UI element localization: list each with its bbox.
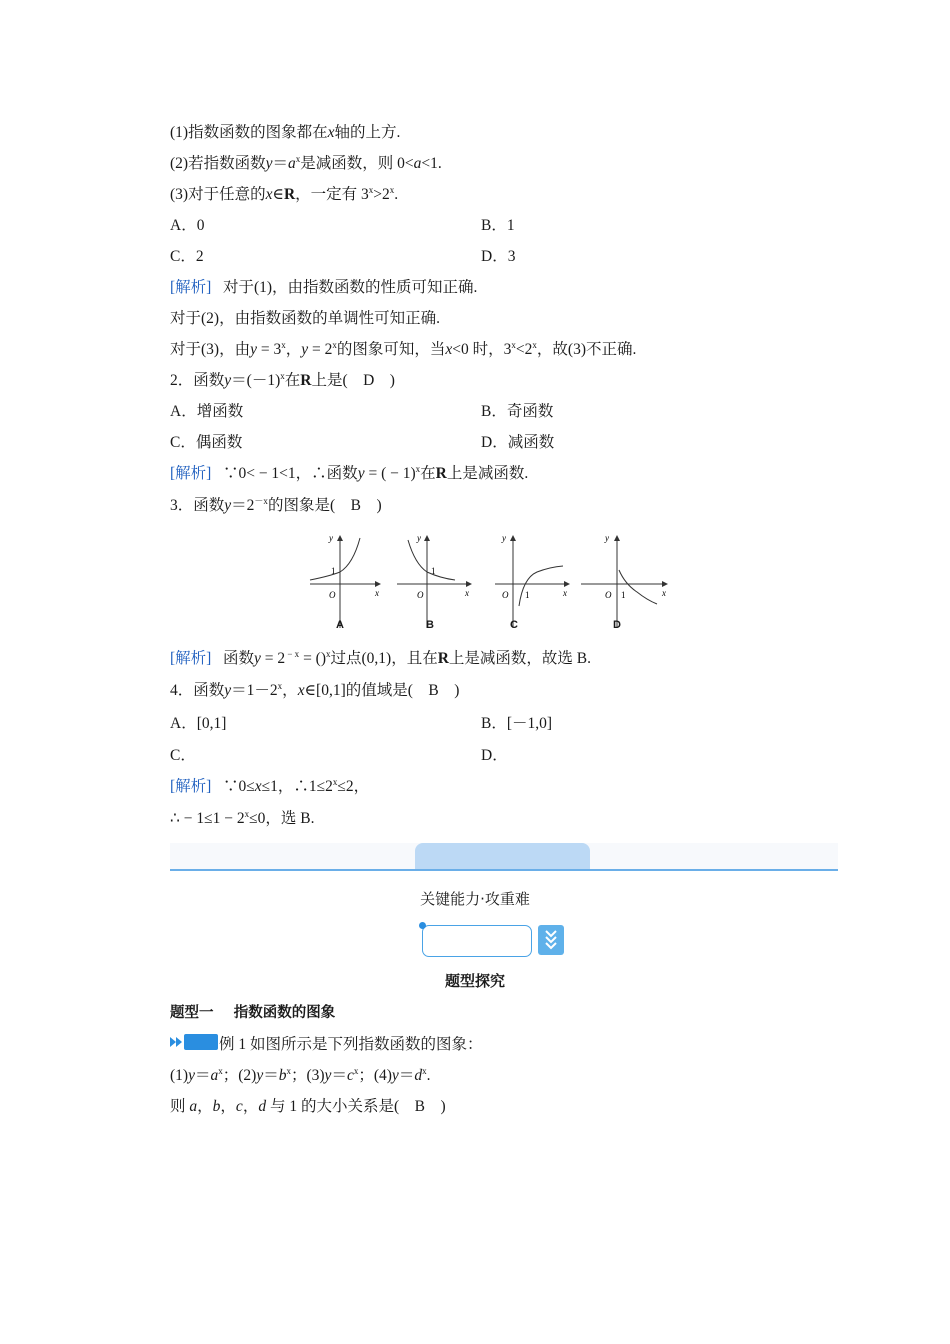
q2-analysis: [解析] ∵0< − 1<1，∴函数y = ( − 1)$^x$在R上是减函数. xyxy=(170,463,529,482)
svg-text:O: O xyxy=(605,590,612,600)
svg-text:1: 1 xyxy=(525,590,530,600)
section-title: 关键能力·攻重难 xyxy=(420,890,530,908)
svg-text:x: x xyxy=(375,588,379,598)
svg-text:O: O xyxy=(417,590,424,600)
section-divider xyxy=(170,869,838,871)
pill-dot xyxy=(419,922,426,929)
q1-option-b: B．1 xyxy=(481,217,515,234)
svg-text:x: x xyxy=(465,588,469,598)
analysis-tag: [解析] xyxy=(170,279,212,296)
svg-text:x: x xyxy=(563,588,567,598)
statement-3: (3)对于任意的x∈R，一定有 $3^x>2^x$. xyxy=(170,184,399,203)
q4-option-a: A．[0,1] xyxy=(170,715,227,732)
q4-stem: 4．函数$y=1-2^x$，x∈[0,1]的值域是( B ) xyxy=(170,680,460,699)
example-label: 例 1 如图所示是下列指数函数的图象： xyxy=(219,1036,483,1053)
svg-text:1: 1 xyxy=(331,566,336,576)
example-question: 则 a，b，c，d 与 1 的大小关系是( B ) xyxy=(170,1098,446,1115)
q4-option-d: D． xyxy=(481,747,508,764)
graph-a-label: A xyxy=(336,619,344,631)
svg-text:x: x xyxy=(662,588,666,598)
q4-analysis-2: ∴ − $1\le 1 - 2^x\le 0$，选 B. xyxy=(170,808,315,827)
q2-option-d: D．减函数 xyxy=(481,434,555,451)
q3-graph-options xyxy=(305,528,675,636)
q2-option-b: B．奇函数 xyxy=(481,403,554,420)
section-subtitle: 题型探究 xyxy=(444,974,505,990)
q1-option-d: D．3 xyxy=(481,248,516,265)
analysis-tag: [解析] xyxy=(170,465,212,482)
analysis-tag: [解析] xyxy=(170,778,212,795)
example-icon xyxy=(170,1034,218,1050)
statement-1: (1)指数函数的图象都在x轴的上方. xyxy=(170,124,401,141)
chevron-down-icon xyxy=(538,925,564,955)
q1-analysis-1: [解析] 对于(1)，由指数函数的性质可知正确. xyxy=(170,279,478,296)
svg-text:y: y xyxy=(605,533,609,543)
q1-option-a: A．0 xyxy=(170,217,205,234)
q1-option-c: C．2 xyxy=(170,248,204,265)
q2-stem: 2．函数$y=(-1)^x$在R上是( D ) xyxy=(170,370,395,389)
statement-2: (2)若指数函数$y=a^x$是减函数，则 0<a<1. xyxy=(170,153,442,172)
svg-text:y: y xyxy=(502,533,506,543)
svg-text:O: O xyxy=(329,590,336,600)
q4-option-b: B．[－1,0] xyxy=(481,715,553,732)
svg-text:y: y xyxy=(417,533,421,543)
svg-text:y: y xyxy=(329,533,333,543)
analysis-tag: [解析] xyxy=(170,650,212,667)
q4-analysis-1: [解析] ∵0≤x≤1，$\therefore 1\le 2^x\le 2$， xyxy=(170,776,370,795)
q1-analysis-3: 对于(3)，由$y = 3^x$，$y = 2^x$的图象可知，当x<0 时，$3^x<2^x$，故(3)不正确. xyxy=(170,339,637,358)
graph-d xyxy=(581,533,667,628)
q4-option-c: C． xyxy=(170,747,196,764)
section-tab xyxy=(415,843,590,870)
graph-a xyxy=(310,533,380,628)
q2-option-c: C．偶函数 xyxy=(170,434,243,451)
graph-c-label: C xyxy=(510,619,518,631)
q1-analysis-2: 对于(2)，由指数函数的单调性可知正确. xyxy=(170,310,440,327)
graph-b-label: B xyxy=(426,619,434,631)
svg-text:O: O xyxy=(502,590,509,600)
q2-option-a: A．增函数 xyxy=(170,403,244,420)
svg-text:1: 1 xyxy=(621,590,626,600)
svg-text:1: 1 xyxy=(431,566,436,576)
graph-c xyxy=(495,533,569,628)
graph-b xyxy=(397,533,471,628)
graph-d-label: D xyxy=(613,619,621,631)
type-heading: 题型一 指数函数的图象 xyxy=(170,1005,336,1021)
q3-analysis: [解析] 函数y = 2 $^{- x}$ = ()$^x$过点(0,1)，且在R上是减函数，故选 B. xyxy=(170,648,592,667)
q3-stem: 3．函数$y=2^{-x}$的图象是( B ) xyxy=(170,495,382,514)
example-functions: $(1)y=a^x$；$(2)y=b^x$；$(3)y=c^x$；$(4)y=d^x$. xyxy=(170,1065,431,1084)
decorative-pill xyxy=(422,925,532,957)
